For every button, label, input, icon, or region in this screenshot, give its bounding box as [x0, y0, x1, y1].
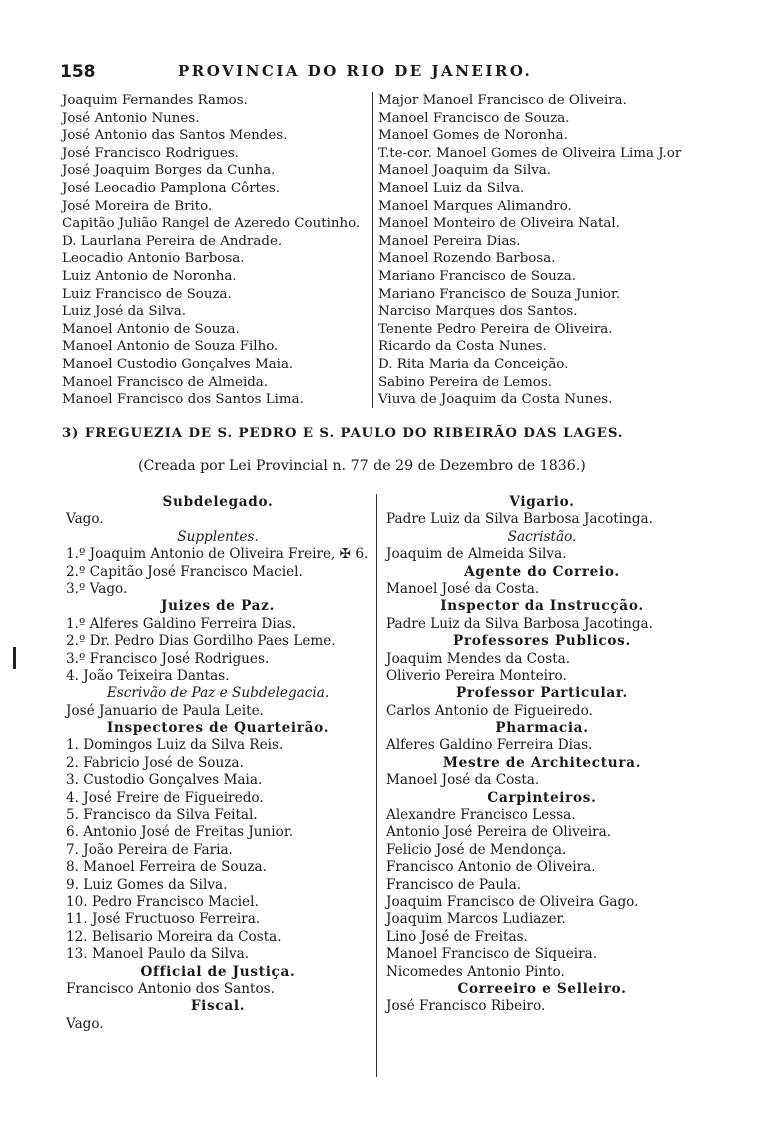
office-heading: Official de Justiça. — [140, 963, 296, 980]
resident-name: Ricardo da Costa Nunes. — [378, 339, 547, 355]
resident-name: D. Laurlana Pereira de Andrade. — [62, 233, 283, 249]
official-entry: Nicomedes Antonio Pinto. — [386, 963, 565, 980]
running-title: PROVINCIA DO RIO DE JANEIRO. — [178, 62, 533, 80]
resident-name: Viuva de Joaquim da Costa Nunes. — [378, 392, 613, 408]
resident-name: Joaquim Fernandes Ramos. — [62, 93, 248, 108]
official-entry: Francisco Antonio dos Santos. — [66, 980, 275, 997]
resident-name: José Francisco Rodrigues. — [62, 145, 239, 161]
official-entry: Vago. — [66, 511, 104, 528]
office-heading: Inspectores de Quarteirão. — [106, 720, 330, 737]
official-entry: 1. Domingos Luiz da Silva Reis. — [66, 737, 284, 754]
official-entry: 2.º Capitão José Francisco Maciel. — [66, 563, 303, 580]
official-entry: 8. Manoel Ferreira de Souza. — [66, 859, 267, 876]
resident-name: Manoel Antonio de Souza. — [62, 321, 240, 337]
column-divider — [372, 92, 373, 408]
official-entry: 7. João Pereira de Faria. — [66, 841, 233, 858]
official-entry: 6. Antonio José de Freitas Junior. — [66, 824, 294, 841]
official-entry: 13. Manoel Paulo da Silva. — [66, 946, 250, 963]
office-subheading: Supplentes. — [177, 528, 259, 545]
official-entry: 12. Belisario Moreira da Costa. — [66, 928, 282, 945]
official-entry: Manoel José da Costa. — [386, 772, 540, 789]
resident-name: Mariano Francisco de Souza. — [378, 268, 576, 284]
official-entry: Antonio José Pereira de Oliveira. — [386, 824, 612, 841]
official-entry: 9. Luiz Gomes da Silva. — [66, 876, 228, 893]
official-entry: 4. José Freire de Figueiredo. — [66, 789, 264, 806]
official-entry: Joaquim Mendes da Costa. — [386, 650, 571, 667]
office-heading: Pharmacia. — [495, 720, 589, 737]
officials-right-column — [382, 494, 702, 1016]
resident-name: Luiz Antonio de Noronha. — [62, 268, 237, 284]
official-entry: Padre Luiz da Silva Barbosa Jacotinga. — [386, 615, 653, 632]
resident-name: Manoel Luiz da Silva. — [378, 180, 525, 196]
official-entry: Francisco de Paula. — [386, 876, 522, 893]
official-entry: Lino José de Freitas. — [386, 928, 528, 945]
page-header — [60, 62, 700, 84]
resident-name: Narciso Marques dos Santos. — [378, 304, 578, 320]
official-entry: 1.º Alferes Galdino Ferreira Dias. — [66, 615, 297, 632]
official-entry: 2.º Dr. Pedro Dias Gordilho Paes Leme. — [66, 633, 336, 650]
resident-name: Manoel Monteiro de Oliveira Natal. — [378, 216, 620, 232]
official-entry: 10. Pedro Francisco Maciel. — [66, 893, 259, 910]
resident-name: Leocadio Antonio Barbosa. — [62, 251, 245, 267]
resident-name: José Antonio Nunes. — [62, 110, 200, 126]
official-entry: Joaquim Marcos Ludiazer. — [386, 911, 566, 928]
office-heading: Vigario. — [509, 494, 575, 510]
official-entry: 3.º Francisco José Rodrigues. — [66, 650, 270, 667]
name-list-section — [62, 92, 702, 412]
resident-name: José Antonio das Santos Mendes. — [62, 128, 288, 144]
official-entry: Joaquim Francisco de Oliveira Gago. — [386, 893, 639, 910]
official-entry: 4. João Teixeira Dantas. — [66, 667, 230, 684]
official-entry: Joaquim de Almeida Silva. — [386, 546, 567, 563]
resident-name: Manoel Francisco dos Santos Lima. — [62, 392, 304, 408]
resident-name: Manoel Rozendo Barbosa. — [378, 251, 556, 267]
office-heading: Correeiro e Selleiro. — [457, 980, 627, 997]
official-entry: José Januario de Paula Leite. — [66, 702, 264, 719]
resident-name: Sabino Pereira de Lemos. — [378, 374, 552, 390]
resident-name: José Leocadio Pamplona Côrtes. — [62, 180, 281, 196]
section-title: 3) FREGUEZIA DE S. PEDRO E S. PAULO DO RIBEIRÃO DAS LAGES. — [62, 426, 624, 441]
office-heading: Subdelegado. — [162, 494, 274, 510]
official-entry: 1.º Joaquim Antonio de Oliveira Freire, ✠ 6. — [66, 546, 369, 563]
name-list-right-column — [378, 92, 708, 409]
resident-name: Manoel Joaquim da Silva. — [378, 163, 552, 179]
official-entry: 3.º Vago. — [66, 580, 128, 597]
section-subtitle: (Creada por Lei Provincial n. 77 de 29 de Dezembro de 1836.) — [138, 458, 586, 474]
office-heading: Fiscal. — [190, 998, 246, 1015]
resident-name: Manoel Pereira Dias. — [378, 233, 521, 249]
resident-name: Luiz José da Silva. — [62, 304, 186, 320]
office-heading: Mestre de Architectura. — [442, 754, 642, 771]
official-entry: 2. Fabricio José de Souza. — [66, 754, 244, 771]
official-entry: 5. Francisco da Silva Feital. — [66, 807, 258, 824]
office-heading: Inspector da Instrucção. — [440, 598, 644, 615]
resident-name: Major Manoel Francisco de Oliveira. — [378, 93, 627, 108]
office-heading: Juizes de Paz. — [160, 598, 276, 615]
resident-name: Tenente Pedro Pereira de Oliveira. — [378, 321, 613, 337]
official-entry: Manoel Francisco de Siqueira. — [386, 946, 598, 963]
official-entry: 11. José Fructuoso Ferreira. — [66, 911, 261, 928]
official-entry: Alexandre Francisco Lessa. — [386, 807, 576, 824]
resident-name: Manoel Francisco de Almeida. — [62, 374, 269, 390]
parish-officials-section — [62, 494, 702, 1094]
officials-left-column — [62, 494, 374, 1033]
resident-name: Luiz Francisco de Souza. — [62, 286, 232, 302]
column-divider — [376, 494, 377, 1077]
official-entry: Manoel José da Costa. — [386, 580, 540, 597]
page-number: 158 — [60, 62, 96, 82]
office-heading: Agente do Correio. — [464, 563, 620, 580]
resident-name: Manoel Francisco de Souza. — [378, 110, 570, 126]
office-heading: Professores Publicos. — [453, 633, 631, 650]
office-heading: Carpinteiros. — [487, 789, 597, 806]
official-entry: Oliverio Pereira Monteiro. — [386, 667, 567, 684]
resident-name: Manoel Marques Alimandro. — [378, 198, 572, 214]
official-entry: Felicio José de Mendonça. — [386, 841, 567, 858]
margin-mark — [13, 647, 16, 669]
office-subheading: Sacristão. — [507, 528, 577, 545]
resident-name: Capitão Julião Rangel de Azeredo Coutinho. — [62, 216, 361, 232]
office-heading: Professor Particular. — [456, 685, 628, 702]
official-entry: Alferes Galdino Ferreira Dias. — [386, 737, 593, 754]
resident-name: D. Rita Maria da Conceição. — [378, 356, 569, 372]
resident-name: José Moreira de Brito. — [62, 198, 213, 214]
resident-name: Mariano Francisco de Souza Junior. — [378, 286, 621, 302]
resident-name: Manoel Gomes de Noronha. — [378, 128, 568, 144]
resident-name: Manoel Antonio de Souza Filho. — [62, 339, 279, 355]
name-list-left-column — [62, 92, 372, 409]
official-entry: Vago. — [66, 1015, 104, 1032]
resident-name: Manoel Custodio Gonçalves Maia. — [62, 356, 294, 372]
resident-name: José Joaquim Borges da Cunha. — [62, 163, 276, 179]
official-entry: Francisco Antonio de Oliveira. — [386, 859, 596, 876]
office-subheading: Escrivão de Paz e Subdelegacia. — [106, 685, 330, 702]
resident-name: T.te-cor. Manoel Gomes de Oliveira Lima J.or — [378, 145, 682, 161]
official-entry: 3. Custodio Gonçalves Maia. — [66, 772, 263, 789]
official-entry: Padre Luiz da Silva Barbosa Jacotinga. — [386, 511, 653, 528]
official-entry: Carlos Antonio de Figueiredo. — [386, 702, 593, 719]
official-entry: José Francisco Ribeiro. — [386, 998, 546, 1015]
